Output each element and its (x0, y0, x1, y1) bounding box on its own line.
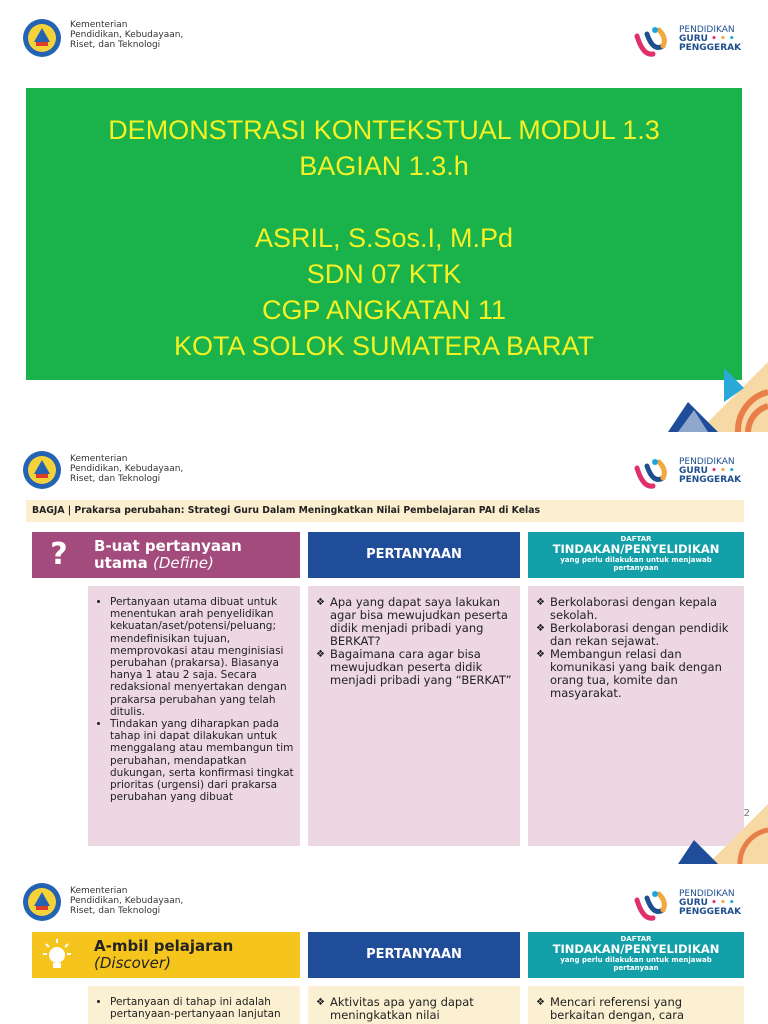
page-number: 2 (743, 808, 750, 819)
guru-penggerak-logo: PENDIDIKAN GURU • • • PENGGERAK (633, 886, 748, 926)
tindakan-header: DAFTAR TINDAKAN/PENYELIDIKAN yang perlu dilakukan untuk menjawab pertanyaan (528, 932, 744, 978)
title-line: ASRIL, S.Sos.I, M.Pd (254, 223, 514, 253)
list-item: ❖ Berkolaborasi dengan pendidik dan rekan sejawat. (536, 622, 738, 648)
tut-wuri-handayani-logo (22, 450, 62, 490)
list-item: ❖ Aktivitas apa yang dapat meningkatkan nilai (316, 996, 512, 1022)
pertanyaan-header: PERTANYAAN (308, 932, 520, 978)
title-line: BAGIAN 1.3.h (299, 151, 469, 181)
guru-penggerak-icon (633, 886, 673, 926)
tindakan-body (528, 986, 744, 1024)
slide-title (0, 0, 768, 432)
slide-discover (0, 864, 768, 1024)
title-line (26, 184, 742, 220)
list-item: ❖ Berkolaborasi dengan kepala sekolah. (536, 596, 738, 622)
tindakan-header: DAFTAR TINDAKAN/PENYELIDIKAN yang perlu dilakukan untuk menjawab pertanyaan (528, 532, 744, 578)
list-item: • Pertanyaan utama dibuat untuk menentukan arah penyelidikan kekuatan/aset/potensi/peluang; mendefinisikan tujuan, memprovokasi atau menginisiasi perubahan (prakarsa). Biasanya hanya 1 atau 2 saja. Secara redaksional menyertakan dengan prakarsa perubahan yang telah ditulis. (110, 596, 296, 718)
stage-description (88, 586, 300, 846)
title-line: DEMONSTRASI KONTEKSTUAL MODUL 1.3 (108, 115, 660, 145)
corner-decoration (668, 362, 768, 432)
guru-penggerak-logo: PENDIDIKAN GURU • • • PENGGERAK (633, 22, 748, 62)
ministry-name: Kementerian Pendidikan, Kebudayaan, Riset, dan Teknologi (70, 20, 184, 50)
ministry-name: Kementerian Pendidikan, Kebudayaan, Riset, dan Teknologi (70, 454, 184, 484)
stage-description (88, 986, 300, 1024)
list-item: ❖ Bagaimana cara agar bisa mewujudkan peserta didik menjadi pribadi yang “BERKAT” (316, 648, 512, 687)
guru-penggerak-logo: PENDIDIKAN GURU • • • PENGGERAK (633, 454, 748, 494)
tut-wuri-handayani-logo (22, 882, 62, 922)
pertanyaan-header: PERTANYAAN (308, 532, 520, 578)
title-line: CGP ANGKATAN 11 (261, 295, 507, 325)
title-box (26, 88, 742, 380)
slide-define (0, 432, 768, 864)
list-item: ❖ Mencari referensi yang berkaitan dengan, cara (536, 996, 738, 1022)
question-mark-icon: ? (50, 537, 68, 572)
guru-penggerak-icon (633, 22, 673, 62)
list-item: • Pertanyaan di tahap ini adalah pertanyaan-pertanyaan lanjutan (110, 996, 296, 1020)
pertanyaan-body (308, 986, 520, 1024)
stage-header (32, 532, 300, 578)
lightbulb-icon (42, 938, 72, 972)
stage-subtitle: (Define) (152, 554, 214, 572)
list-item: ❖ Apa yang dapat saya lakukan agar bisa mewujudkan peserta didik menjadi pribadi yang BERKAT? (316, 596, 512, 648)
stage-subtitle: (Discover) (94, 954, 171, 972)
pertanyaan-body (308, 586, 520, 846)
list-item: ❖ Membangun relasi dan komunikasi yang baik dengan orang tua, komite dan masyarakat. (536, 648, 738, 700)
stage-title: B-uat pertanyaan utama (94, 537, 242, 572)
stage-title: A-mbil pelajaran (94, 937, 234, 955)
stage-header (32, 932, 300, 978)
list-item: • Tindakan yang diharapkan pada tahap ini dapat dilakukan untuk menggalang atau membangun tim perubahan, mendapatkan dukungan, serta konfirmasi tingkat prioritas (urgensi) dari prakarsa perubahan yang dibuat (110, 718, 296, 803)
ministry-name: Kementerian Pendidikan, Kebudayaan, Riset, dan Teknologi (70, 886, 184, 916)
title-line: SDN 07 KTK (306, 259, 462, 289)
bagja-bar: BAGJA | Prakarsa perubahan: Strategi Guru Dalam Meningkatkan Nilai Pembelajaran PAI di Kelas (26, 500, 744, 522)
guru-penggerak-icon (633, 454, 673, 494)
corner-decoration (678, 804, 768, 864)
tut-wuri-handayani-logo (22, 18, 62, 58)
title-line: KOTA SOLOK SUMATERA BARAT (173, 331, 595, 361)
